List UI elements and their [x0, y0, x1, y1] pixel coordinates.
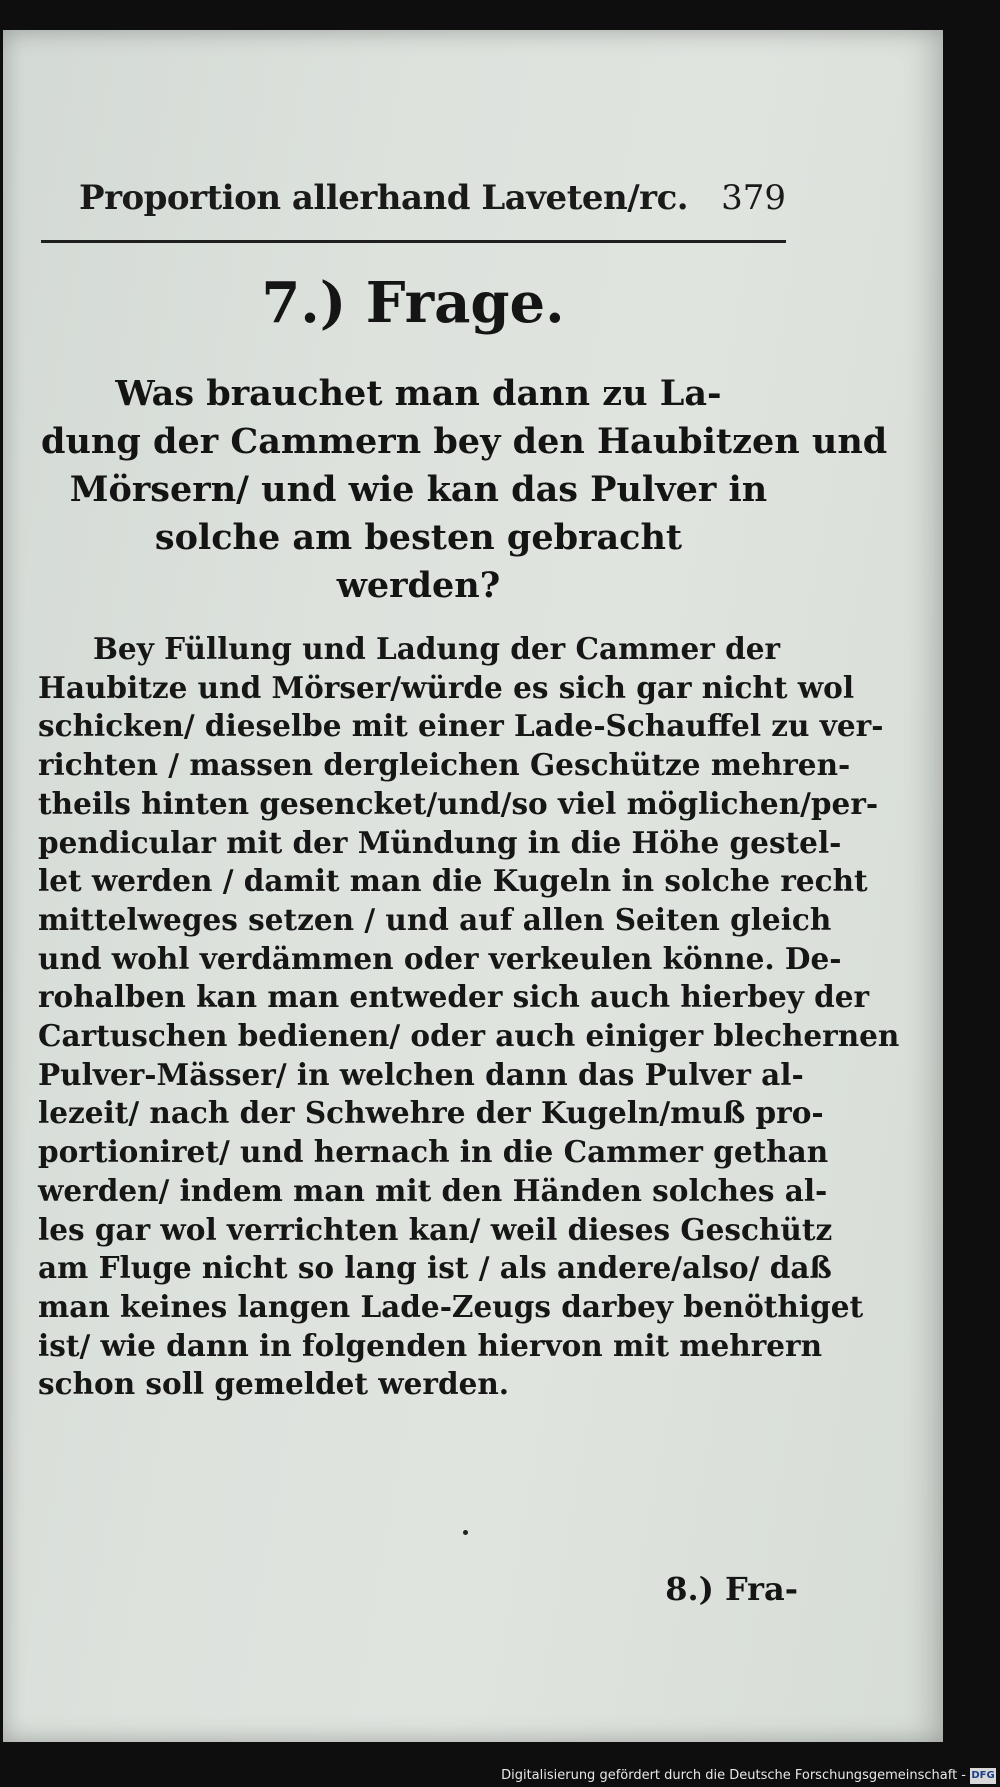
question-line: dung der Cammern bey den Haubitzen und: [41, 421, 888, 462]
body-line: portioniret/ und hernach in die Cammer gethan: [38, 1134, 829, 1170]
page-number: 379: [721, 178, 786, 218]
body-line: let werden / damit man die Kugeln in solche recht: [38, 863, 868, 899]
body-line: les gar wol verrichten kan/ weil dieses Geschütz: [38, 1211, 833, 1247]
body-line: Haubitze und Mörser/würde es sich gar nicht wol: [38, 669, 855, 705]
body-line: Pulver-Mässer/ in welchen dann das Pulver al-: [38, 1056, 804, 1092]
running-head: [41, 158, 786, 248]
body-line: ist/ wie dann in folgenden hiervon mit mehrern: [38, 1327, 823, 1363]
body-line: und wohl verdämmen oder verkeulen könne. De-: [38, 940, 842, 976]
body-line: theils hinten gesencket/und/so viel möglichen/per-: [38, 785, 879, 821]
body-line: schon soll gemeldet werden.: [38, 1366, 510, 1402]
running-title: Proportion allerhand Laveten/rc.: [79, 178, 689, 218]
body-line: schicken/ dieselbe mit einer Lade-Schauffel zu ver-: [38, 708, 884, 744]
body-line: rohalben kan man entweder sich auch hierbey der: [38, 979, 870, 1015]
question-line: Mörsern/ und wie kan das Pulver in: [69, 469, 768, 510]
question-heading: 7.) Frage.: [261, 270, 565, 336]
question-line: Was brauchet man dann zu La-: [115, 373, 722, 414]
body-line: lezeit/ nach der Schwehre der Kugeln/muß pro-: [38, 1095, 824, 1131]
body-line: man keines langen Lade-Zeugs darbey benöthiget: [38, 1288, 864, 1324]
body-line: Cartuschen bedienen/ oder auch einiger blechernen: [38, 1018, 900, 1054]
body-line: mittelweges setzen / und auf allen Seiten gleich: [38, 901, 832, 937]
question-line: werden?: [336, 565, 501, 606]
catchword: 8.) Fra-: [665, 1570, 798, 1608]
question-text: [41, 370, 888, 610]
body-line: werden/ indem man mit den Händen solches al-: [38, 1172, 828, 1208]
body-paragraph: [38, 630, 900, 1404]
body-line: am Fluge nicht so lang ist / als andere/also/ daß: [38, 1250, 832, 1286]
question-line: solche am besten gebracht: [154, 517, 683, 558]
body-line: Bey Füllung und Ladung der Cammer der: [93, 631, 781, 666]
book-page: [3, 30, 943, 1742]
dfg-logo: DFG: [970, 1768, 996, 1784]
body-line: richten / massen dergleichen Geschütze mehren-: [38, 747, 851, 783]
ink-speck: [463, 1530, 468, 1535]
digitization-credit: Digitalisierung gefördert durch die Deutsche Forschungsgemeinschaft -: [501, 1768, 966, 1783]
header-rule: [41, 240, 786, 243]
body-line: pendicular mit der Mündung in die Höhe gestel-: [38, 824, 842, 860]
